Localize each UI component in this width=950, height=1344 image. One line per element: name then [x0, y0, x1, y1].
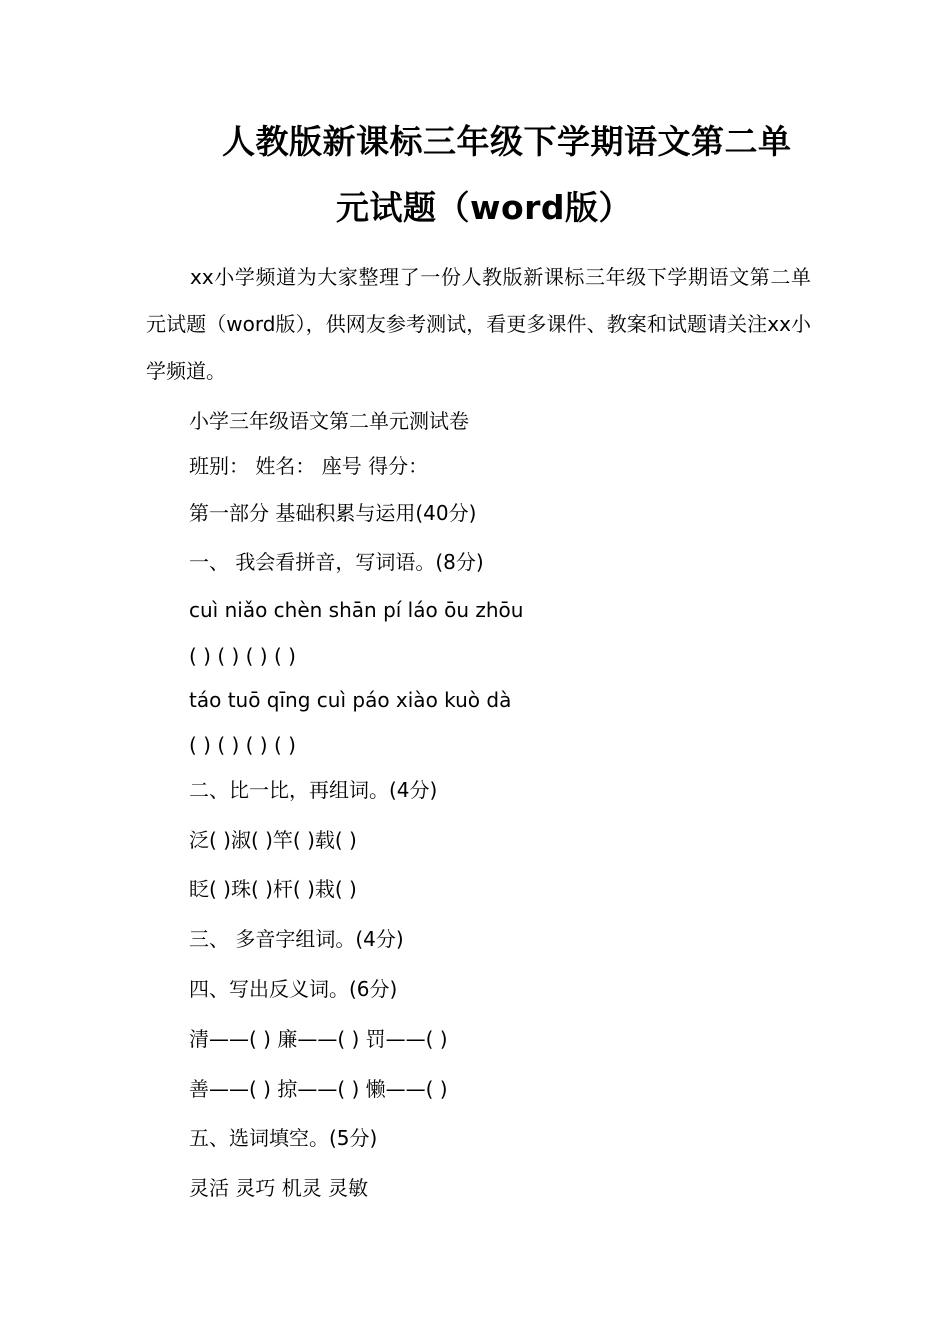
question-5-heading: 五、选词填空。(5分) — [189, 1126, 378, 1150]
document-title-line-1: 人教版新课标三年级下学期语文第二单 — [222, 122, 792, 161]
question-4-heading: 四、写出反义词。(6分) — [189, 977, 398, 1001]
compare-row-1: 泛( )淑( )竿( )载( ) — [189, 828, 357, 852]
question-3-heading: 三、 多音字组词。(4分) — [189, 927, 404, 951]
part-one-heading: 第一部分 基础积累与运用(40分) — [189, 501, 477, 525]
student-info-line: 班别： 姓名： 座号 得分： — [189, 454, 429, 478]
intro-paragraph: xx小学频道为大家整理了一份人教版新课标三年级下学期语文第二单元试题（word版），供网友参考测试，看更多课件、教案和试题请关注xx小学频道。 — [146, 265, 811, 383]
word-choices: 灵活 灵巧 机灵 灵敏 — [189, 1176, 369, 1200]
antonym-row-2: 善——( ) 掠——( ) 懒——( ) — [189, 1077, 448, 1101]
pinyin-row-1: cuì niǎo chèn shān pí láo ōu zhōu — [189, 598, 524, 622]
blanks-row-2: ( ) ( ) ( ) ( ) — [189, 733, 296, 757]
pinyin-row-2: táo tuō qīng cuì páo xiào kuò dà — [189, 688, 512, 712]
test-paper-heading: 小学三年级语文第二单元测试卷 — [189, 409, 469, 433]
compare-row-2: 眨( )珠( )杆( )栽( ) — [189, 877, 357, 901]
document-title-line-2: 元试题（word版） — [336, 188, 633, 227]
question-2-heading: 二、比一比，再组词。(4分) — [189, 778, 438, 802]
question-1-heading: 一、 我会看拼音，写词语。(8分) — [189, 550, 484, 574]
blanks-row-1: ( ) ( ) ( ) ( ) — [189, 644, 296, 668]
antonym-row-1: 清——( ) 廉——( ) 罚——( ) — [189, 1027, 448, 1051]
